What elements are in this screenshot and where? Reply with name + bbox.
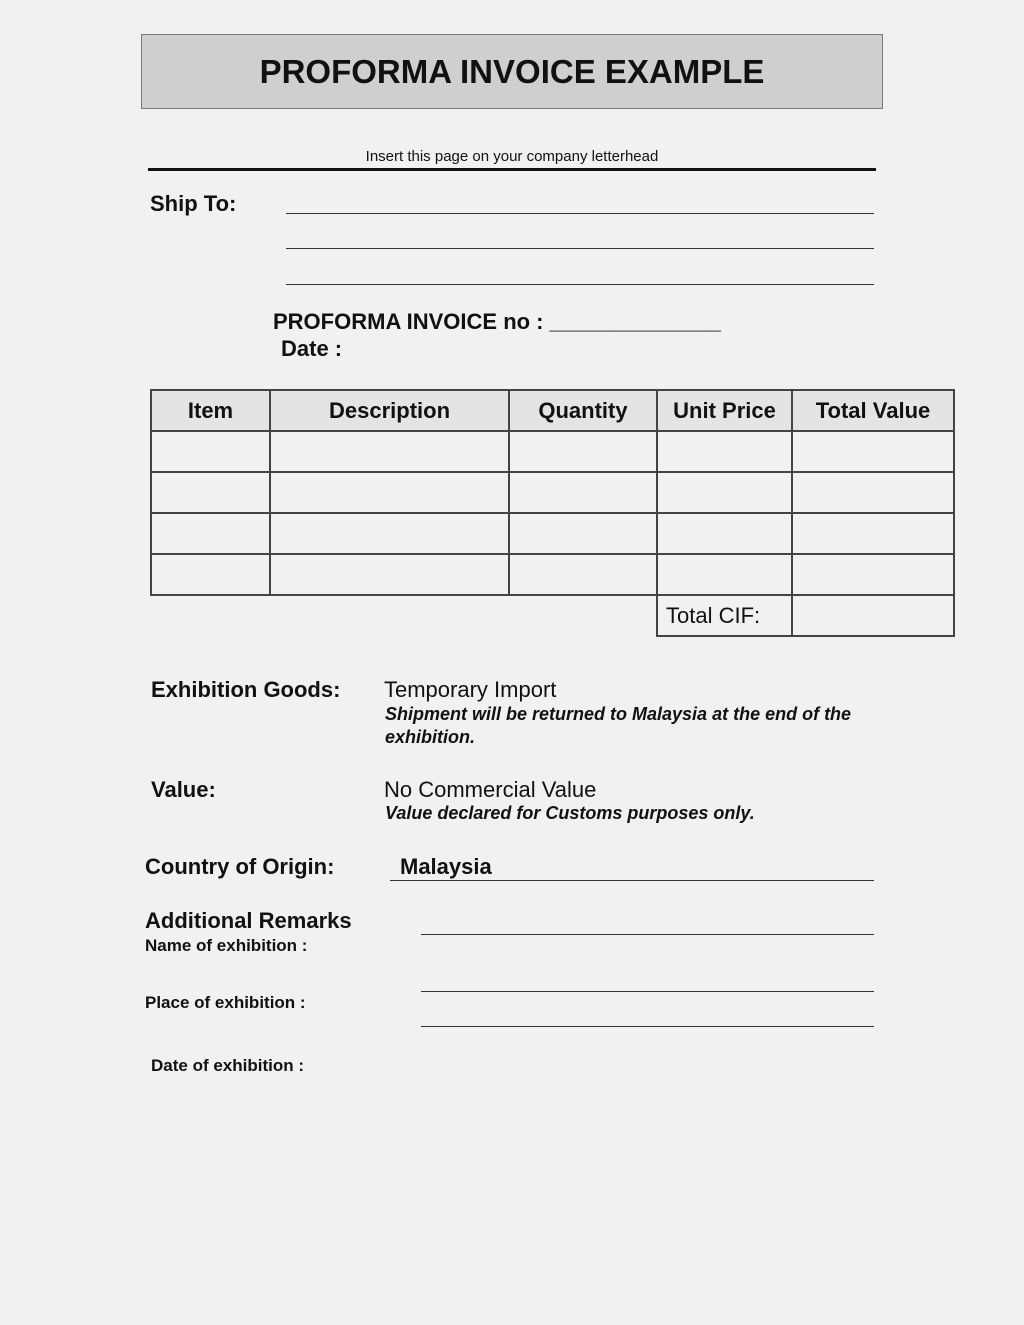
items-table xyxy=(150,389,955,637)
exhibition-date-line[interactable] xyxy=(421,1026,874,1027)
cell[interactable] xyxy=(151,472,270,513)
exhibition-goods-note: Shipment will be returned to Malaysia at the end of the exhibition. xyxy=(385,704,852,747)
cell[interactable] xyxy=(509,431,657,472)
cell[interactable] xyxy=(792,513,954,554)
exhibition-place-label: Place of exhibition : xyxy=(145,993,306,1012)
value-value: No Commercial Value xyxy=(384,777,597,802)
invoice-number-label: PROFORMA INVOICE no : ______________ xyxy=(273,309,721,334)
exhibition-goods-label: Exhibition Goods: xyxy=(151,677,341,702)
total-cif-label: Total CIF: xyxy=(657,595,792,636)
header-unit-price: Unit Price xyxy=(657,390,792,431)
ship-to-line[interactable] xyxy=(286,213,874,214)
table-row xyxy=(151,472,954,513)
table-row xyxy=(151,513,954,554)
cell[interactable] xyxy=(657,554,792,595)
date-label: Date : xyxy=(281,336,343,361)
table-row xyxy=(151,554,954,595)
cell[interactable] xyxy=(509,513,657,554)
document-title: PROFORMA INVOICE EXAMPLE xyxy=(141,34,883,109)
spacer xyxy=(151,595,657,636)
cell[interactable] xyxy=(151,431,270,472)
cell[interactable] xyxy=(151,513,270,554)
country-of-origin-value[interactable]: Malaysia xyxy=(400,854,492,879)
total-cif-value[interactable] xyxy=(792,595,954,636)
cell[interactable] xyxy=(270,472,509,513)
header-total-value: Total Value xyxy=(792,390,954,431)
exhibition-place-line[interactable] xyxy=(421,991,874,992)
cell[interactable] xyxy=(270,513,509,554)
ship-to-label: Ship To: xyxy=(150,191,237,216)
header-quantity: Quantity xyxy=(509,390,657,431)
country-of-origin-label: Country of Origin: xyxy=(145,854,335,879)
value-note: Value declared for Customs purposes only. xyxy=(385,803,755,823)
exhibition-name-label: Name of exhibition : xyxy=(145,936,308,955)
cell[interactable] xyxy=(657,472,792,513)
cell[interactable] xyxy=(792,554,954,595)
exhibition-name-line[interactable] xyxy=(421,934,874,935)
cell[interactable] xyxy=(509,554,657,595)
cell[interactable] xyxy=(509,472,657,513)
cell[interactable] xyxy=(792,472,954,513)
letterhead-divider xyxy=(148,168,876,171)
ship-to-line[interactable] xyxy=(286,248,874,249)
table-row xyxy=(151,431,954,472)
cell[interactable] xyxy=(270,431,509,472)
value-label: Value: xyxy=(151,777,216,802)
header-description: Description xyxy=(270,390,509,431)
cell[interactable] xyxy=(657,513,792,554)
country-line xyxy=(390,880,874,881)
cell[interactable] xyxy=(151,554,270,595)
header-item: Item xyxy=(151,390,270,431)
cell[interactable] xyxy=(270,554,509,595)
ship-to-line[interactable] xyxy=(286,284,874,285)
exhibition-goods-value: Temporary Import xyxy=(384,677,557,702)
cell[interactable] xyxy=(657,431,792,472)
cell[interactable] xyxy=(792,431,954,472)
exhibition-date-label: Date of exhibition : xyxy=(151,1056,304,1075)
letterhead-note: Insert this page on your company letterhead xyxy=(365,148,659,165)
additional-remarks-label: Additional Remarks xyxy=(145,908,352,933)
